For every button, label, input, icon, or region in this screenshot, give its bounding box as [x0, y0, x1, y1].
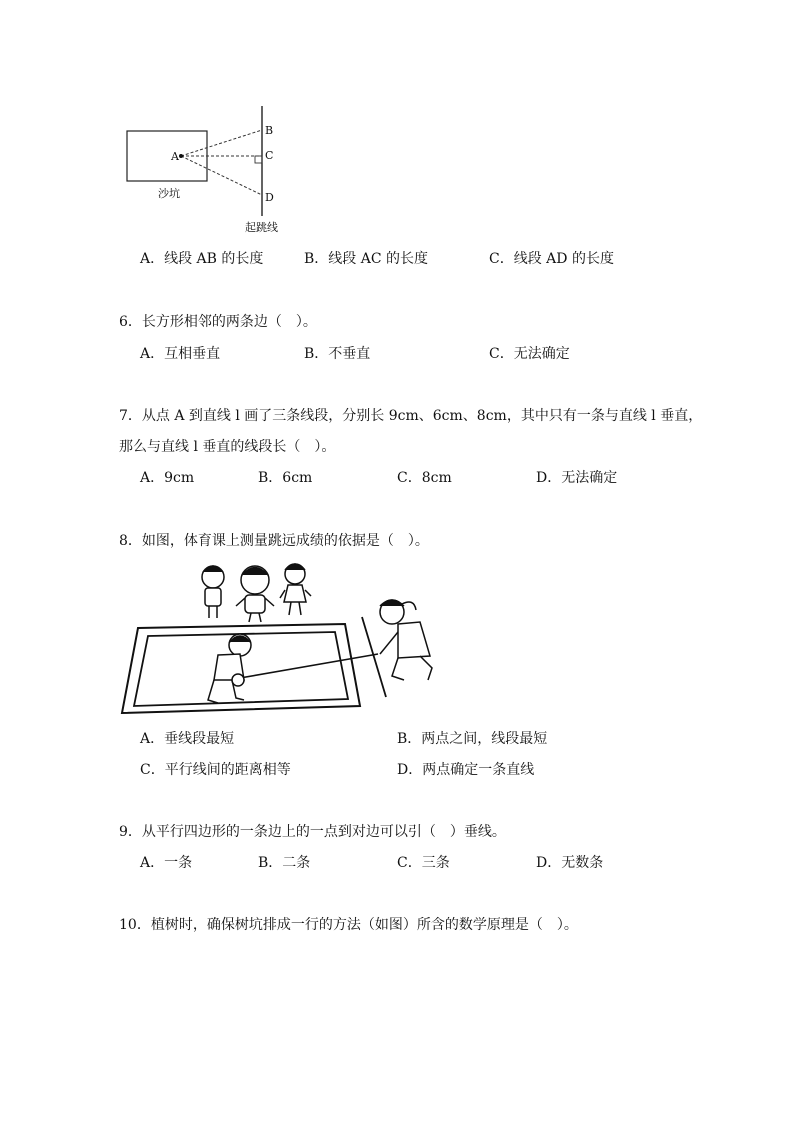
q5-option-b: B．线段 AC 的长度	[304, 251, 429, 267]
q6-option-b: B．不垂直	[304, 346, 371, 362]
q7-option-c: C．8cm	[397, 470, 452, 486]
tape-line	[240, 654, 378, 678]
q8-option-c: C．平行线间的距离相等	[140, 762, 291, 778]
q5-option-c: C．线段 AD 的长度	[489, 251, 614, 267]
q8-option-d: D．两点确定一条直线	[397, 762, 535, 778]
label-D: D	[265, 191, 274, 204]
child-measuring-boy	[208, 634, 251, 703]
q9-option-d: D．无数条	[536, 855, 604, 871]
child-measuring-girl	[380, 600, 432, 680]
q7-text-line2: 那么与直线 l 垂直的线段长（ ）。	[119, 439, 336, 455]
q10-text: 10．植树时，确保树坑排成一行的方法（如图）所含的数学原理是（ ）。	[119, 917, 578, 933]
q7-option-b: B．6cm	[258, 470, 313, 486]
q7-option-a: A．9cm	[140, 470, 195, 486]
child-girl-1	[280, 564, 311, 615]
q8-option-a: A．垂线段最短	[140, 731, 235, 747]
q8-option-b: B．两点之间，线段最短	[397, 731, 548, 747]
q7-text-line1: 7．从点 A 到直线 l 画了三条线段，分别长 9cm、6cm、8cm，其中只有一条与直线 l 垂直，	[119, 408, 703, 424]
jump-line	[362, 617, 386, 697]
label-C: C	[265, 149, 274, 162]
q9-option-b: B．二条	[258, 855, 311, 871]
child-boy-1	[202, 566, 224, 618]
q7-option-d: D．无法确定	[536, 470, 618, 486]
q6-option-a: A．互相垂直	[140, 346, 221, 362]
q6-option-c: C．无法确定	[489, 346, 570, 362]
q6-text: 6．长方形相邻的两条边（ ）。	[119, 314, 317, 330]
q5-option-a: A．线段 AB 的长度	[140, 251, 264, 267]
q8-text: 8．如图，体育课上测量跳远成绩的依据是（ ）。	[119, 533, 429, 549]
sandpit-label: 沙坑	[158, 187, 180, 200]
q9-option-a: A．一条	[140, 855, 193, 871]
q9-text: 9．从平行四边形的一条边上的一点到对边可以引（ ）垂线。	[119, 824, 506, 840]
child-boy-2	[236, 566, 274, 622]
q9-option-c: C．三条	[397, 855, 450, 871]
label-A: A	[171, 150, 179, 163]
label-B: B	[265, 124, 274, 137]
takeoff-line-label: 起跳线	[245, 221, 278, 234]
